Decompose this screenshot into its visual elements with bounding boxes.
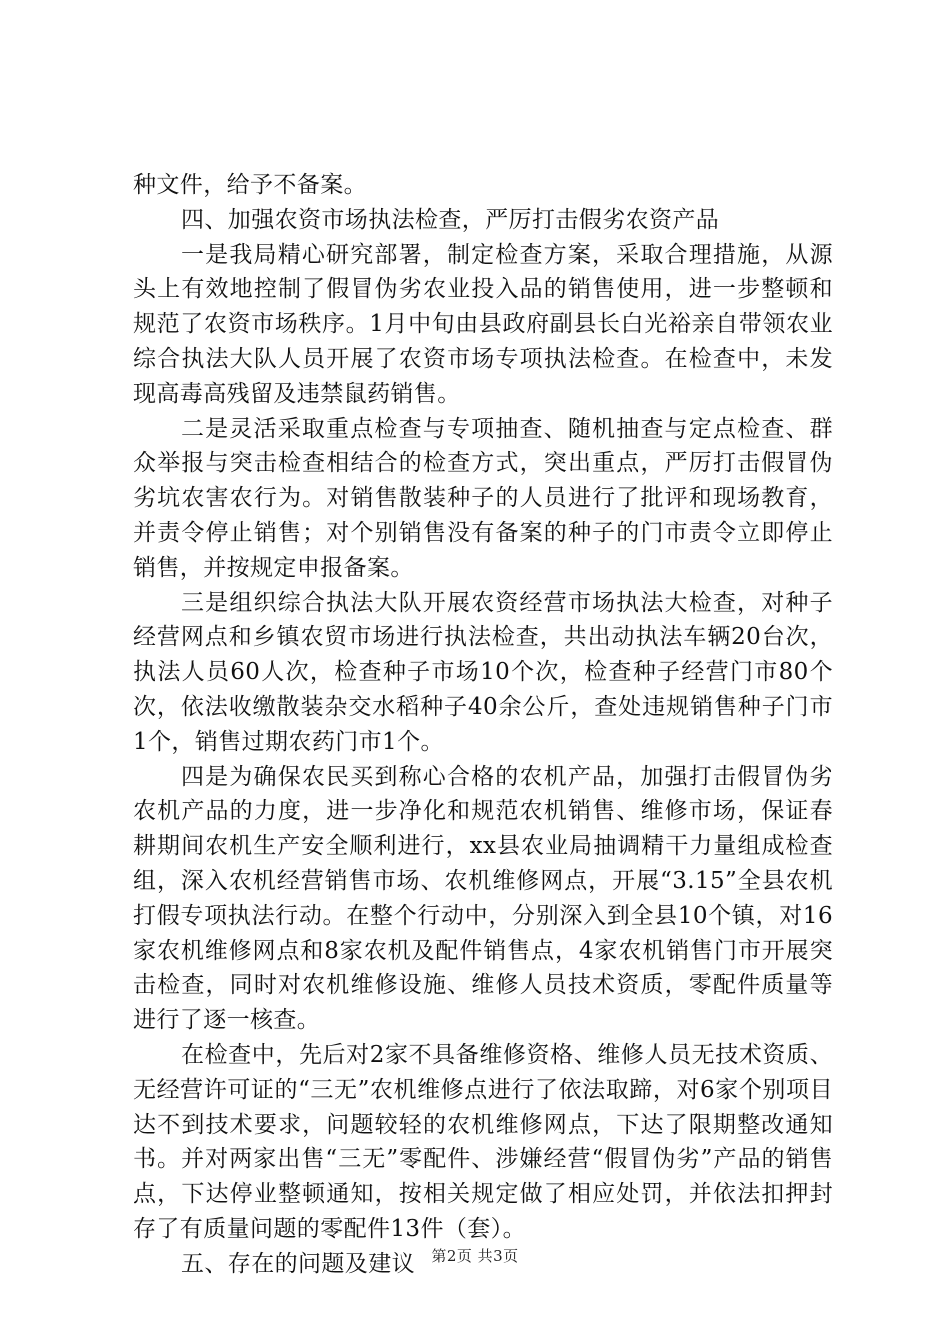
section-heading-4: 四、加强农资市场执法检查，严厉打击假劣农资产品 — [181, 206, 720, 233]
paragraph: 四是为确保农民买到称心合格的农机产品，加强打击假冒伪劣农机产品的力度，进一步净化和规范农机销售、维修市场，保证春耕期间农机生产安全顺利进行，xx县农业局抽调精干力量组成检查组，深入农机经营销售市场、农机维修网点，开展“3.15”全县农机打假专项执法行动。在整个行动中，分别深入到全县10个镇，对16家农机维修网点和8家农机及配件销售点，4家农机销售门市开展突击检查，同时对农机维修设施、维修人员技术资质，零配件质量等进行了逐一核查。 — [133, 763, 833, 1034]
page-footer — [0, 1245, 950, 1266]
paragraph: 在检查中，先后对2家不具备维修资格、维修人员无技术资质、无经营许可证的“三无”农机维修点进行了依法取蹄，对6家个别项目达不到技术要求，问题较轻的农机维修网点，下达了限期整改通知书。并对两家出售“三无”零配件、涉嫌经营“假冒伪劣”产品的销售点，下达停业整顿通知，按相关规定做了相应处罚，并依法扣押封存了有质量问题的零配件13件（套）。 — [133, 1041, 833, 1242]
paragraph: 二是灵活采取重点检查与专项抽查、随机抽查与定点检查、群众举报与突击检查相结合的检查方式，突出重点，严厉打击假冒伪劣坑农害农行为。对销售散装种子的人员进行了批评和现场教育，并责令停止销售；对个别销售没有备案的种子的门市责令立即停止销售，并按规定申报备案。 — [133, 415, 833, 581]
page-number: 第2页 共3页 — [431, 1247, 519, 1265]
document-body — [133, 168, 833, 1282]
section-heading-5: 五、存在的问题及建议 — [181, 1250, 415, 1277]
paragraph-continuation: 种文件，给予不备案。 — [133, 172, 367, 198]
paragraph: 三是组织综合执法大队开展农资经营市场执法大检查，对种子经营网点和乡镇农贸市场进行执法检查，共出动执法车辆20台次，执法人员60人次，检查种子市场10个次，检查种子经营门市80个次，依法收缴散装杂交水稻种子40余公斤，查处违规销售种子门市1个，销售过期农药门市1个。 — [133, 589, 833, 755]
paragraph: 一是我局精心研究部署，制定检查方案，采取合理措施，从源头上有效地控制了假冒伪劣农业投入品的销售使用，进一步整顿和规范了农资市场秩序。1月中旬由县政府副县长白光裕亲自带领农业综合执法大队人员开展了农资市场专项执法检查。在检查中，未发现高毒高残留及违禁鼠药销售。 — [133, 241, 833, 407]
